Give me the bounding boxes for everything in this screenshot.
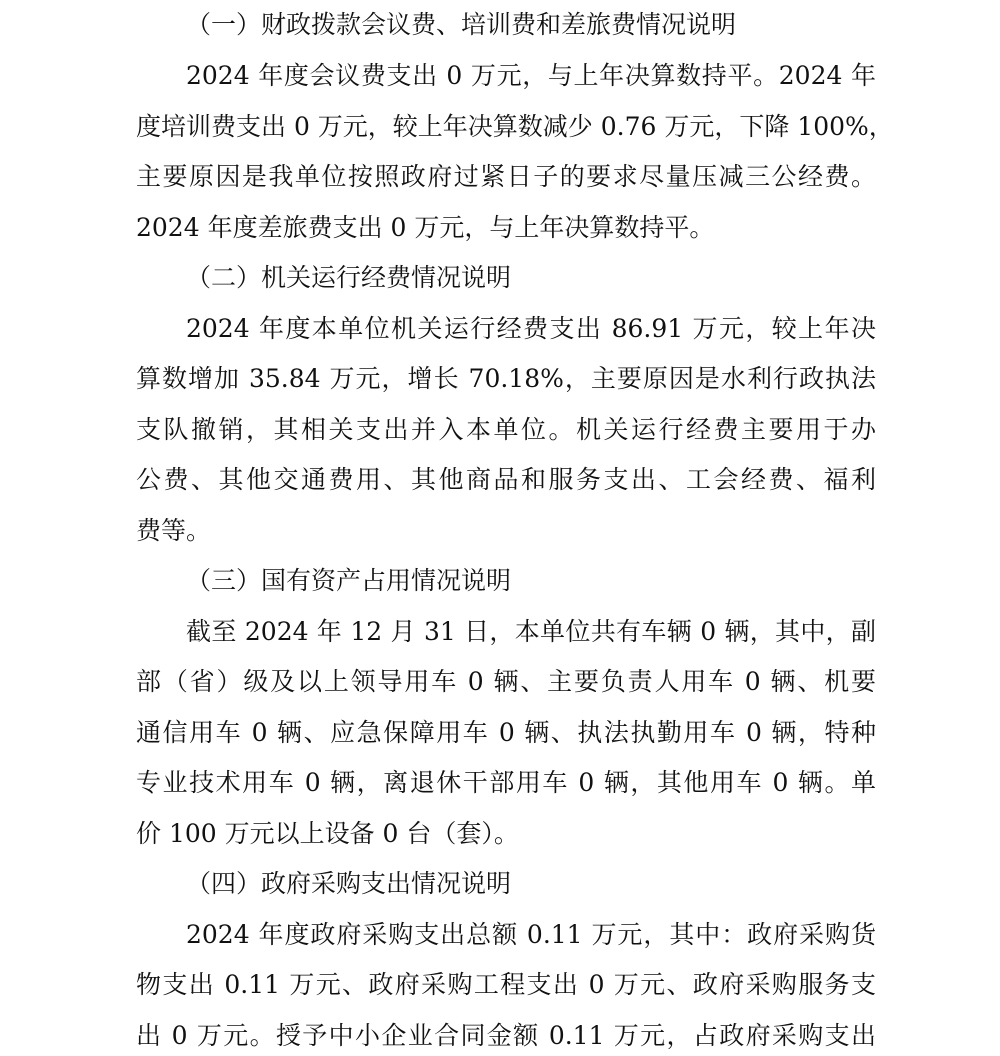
paragraph-line: 公费、其他交通费用、其他商品和服务支出、工会经费、福利: [136, 465, 876, 494]
paragraph-line: 物支出 0.11 万元、政府采购工程支出 0 万元、政府采购服务支: [136, 970, 876, 999]
paragraph-line: 2024 年度会议费支出 0 万元，与上年决算数持平。2024 年: [186, 61, 876, 90]
paragraph-line: 专业技术用车 0 辆，离退休干部用车 0 辆，其他用车 0 辆。单: [136, 768, 876, 797]
paragraph-line: 度培训费支出 0 万元，较上年决算数减少 0.76 万元，下降 100%，: [136, 112, 894, 141]
paragraph-line: 费等。: [136, 516, 212, 545]
section-heading-state-assets: （三）国有资产占用情况说明: [186, 566, 512, 595]
section-heading-operating-expenses: （二）机关运行经费情况说明: [186, 263, 512, 292]
paragraph-line: 截至 2024 年 12 月 31 日，本单位共有车辆 0 辆，其中，副: [186, 617, 876, 646]
paragraph-line: 2024 年度本单位机关运行经费支出 86.91 万元，较上年决: [186, 314, 876, 343]
paragraph-line: 部（省）级及以上领导用车 0 辆、主要负责人用车 0 辆、机要: [136, 667, 876, 696]
paragraph-line: 主要原因是我单位按照政府过紧日子的要求尽量压减三公经费。: [136, 162, 876, 191]
paragraph-line: 出 0 万元。授予中小企业合同金额 0.11 万元，占政府采购支出: [136, 1021, 876, 1050]
paragraph-line: 价 100 万元以上设备 0 台（套）。: [136, 819, 519, 848]
paragraph-line: 支队撤销，其相关支出并入本单位。机关运行经费主要用于办: [136, 415, 876, 444]
section-heading-meeting-training-travel: （一）财政拨款会议费、培训费和差旅费情况说明: [186, 10, 737, 39]
paragraph-line: 2024 年度差旅费支出 0 万元，与上年决算数持平。: [136, 213, 715, 242]
paragraph-line: 通信用车 0 辆、应急保障用车 0 辆、执法执勤用车 0 辆，特种: [136, 718, 876, 747]
paragraph-line: 算数增加 35.84 万元，增长 70.18%，主要原因是水利行政执法: [136, 364, 876, 393]
paragraph-line: 2024 年度政府采购支出总额 0.11 万元，其中：政府采购货: [186, 920, 876, 949]
section-heading-government-procurement: （四）政府采购支出情况说明: [186, 869, 512, 898]
